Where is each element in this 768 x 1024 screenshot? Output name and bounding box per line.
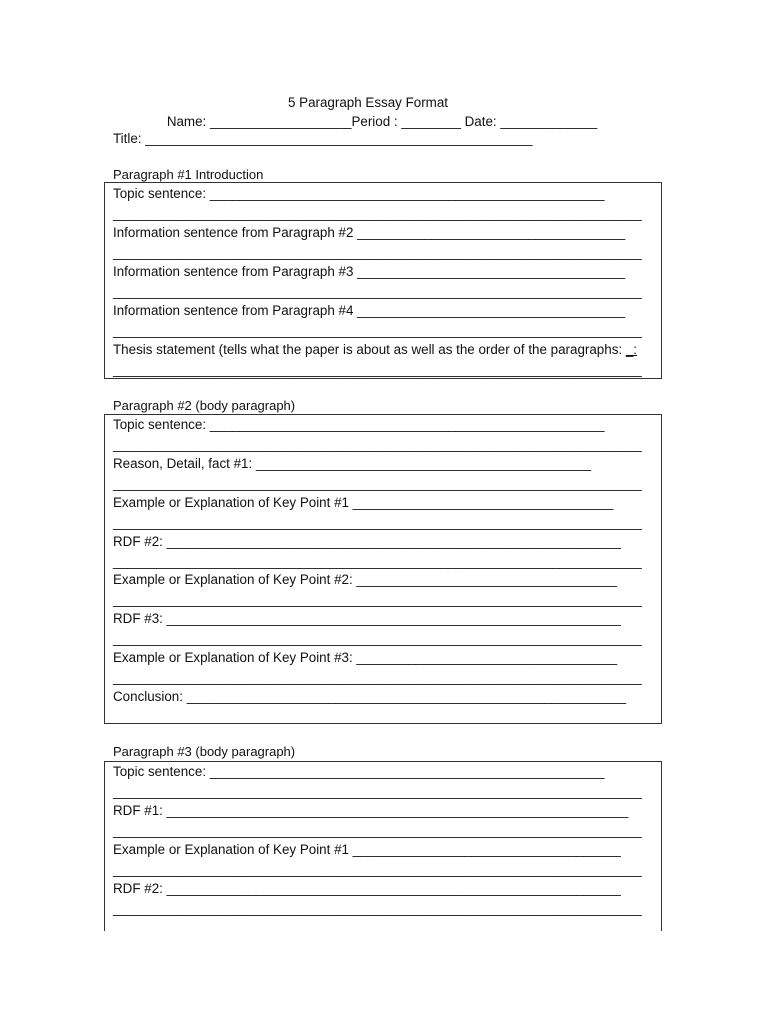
p1-info-sentence-3: Information sentence from Paragraph #3 ____________________________________: [113, 264, 626, 279]
paragraph-2-label: Paragraph #2 (body paragraph): [113, 398, 296, 413]
p2-blank-line: _______________________________________________________________________: [113, 515, 642, 530]
paragraph-1-label: Paragraph #1 Introduction: [113, 167, 264, 182]
p2-topic-sentence: Topic sentence: _____________________________________________________: [113, 417, 605, 432]
p2-blank-line: _______________________________________________________________________: [113, 670, 642, 685]
thesis-text: Thesis statement (tells what the paper is about as well as the order of the paragraphs:: [113, 342, 626, 357]
p2-blank-line: _______________________________________________________________________: [113, 554, 642, 569]
title-line: Title: ____________________________________________________: [113, 131, 533, 146]
p1-topic-sentence: Topic sentence: _____________________________________________________: [113, 186, 605, 201]
p3-rdf-2: RDF #2: _____________________________________________________________: [113, 881, 621, 896]
p2-reason-detail-fact-1: Reason, Detail, fact #1: _____________________________________________: [113, 456, 592, 471]
p3-rdf-1: RDF #1: ______________________________________________________________: [113, 803, 629, 818]
p1-blank-line: _______________________________________________________________________: [113, 323, 642, 338]
p1-info-sentence-2: Information sentence from Paragraph #2 ____________________________________: [113, 225, 626, 240]
p2-blank-line: _______________________________________________________________________: [113, 437, 642, 452]
p2-conclusion: Conclusion: ___________________________________________________________: [113, 689, 627, 704]
p2-blank-line: _______________________________________________________________________: [113, 476, 642, 491]
p2-blank-line: _______________________________________________________________________: [113, 592, 642, 607]
p1-info-sentence-4: Information sentence from Paragraph #4 ____________________________________: [113, 303, 626, 318]
name-period-date-line: Name: ___________________Period : ________ Date: _____________: [166, 114, 598, 129]
p3-example-key-point-1: Example or Explanation of Key Point #1 ____________________________________: [113, 842, 621, 857]
thesis-mark: _:: [625, 342, 638, 357]
document-title: 5 Paragraph Essay Format: [287, 95, 448, 110]
p2-blank-line: _______________________________________________________________________: [113, 631, 642, 646]
paragraph-3-label: Paragraph #3 (body paragraph): [113, 744, 296, 759]
p2-example-key-point-2: Example or Explanation of Key Point #2: ___________________________________: [113, 572, 618, 587]
p1-blank-line: _______________________________________________________________________: [113, 245, 642, 260]
p2-rdf-3: RDF #3: _____________________________________________________________: [113, 611, 621, 626]
p1-thesis-statement: [113, 342, 637, 358]
p3-blank-line: _______________________________________________________________________: [113, 901, 642, 916]
p3-blank-line: _______________________________________________________________________: [113, 862, 642, 877]
p1-blank-line: _______________________________________________________________________: [113, 206, 642, 221]
p2-example-key-point-1: Example or Explanation of Key Point #1 ___________________________________: [113, 495, 614, 510]
p3-topic-sentence: Topic sentence: _____________________________________________________: [113, 764, 605, 779]
p1-blank-line: _______________________________________________________________________: [113, 362, 642, 377]
p3-blank-line: _______________________________________________________________________: [113, 784, 642, 799]
p3-blank-line: _______________________________________________________________________: [113, 823, 642, 838]
p1-blank-line: _______________________________________________________________________: [113, 284, 642, 299]
p2-example-key-point-3: Example or Explanation of Key Point #3: ___________________________________: [113, 650, 618, 665]
p2-rdf-2: RDF #2: _____________________________________________________________: [113, 534, 621, 549]
